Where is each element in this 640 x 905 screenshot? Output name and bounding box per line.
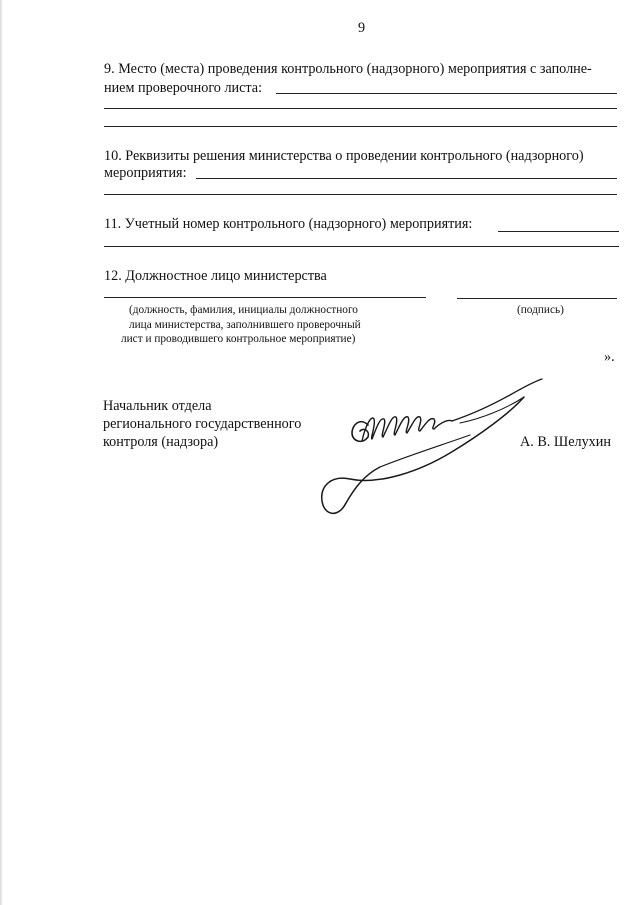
item-10-fill-line bbox=[104, 194, 617, 195]
official-caption-line3: лист и проводившего контрольное мероприятие) bbox=[121, 333, 356, 345]
item-11-fill-line bbox=[498, 231, 619, 232]
item-10-text-line1: 10. Реквизиты решения министерства о проведении контрольного (надзорного) bbox=[104, 148, 584, 164]
item-9-text-line2: нием проверочного листа: bbox=[104, 80, 263, 96]
official-caption-line2: лица министерства, заполнившего проверочный bbox=[129, 319, 361, 331]
official-caption-line1: (должность, фамилия, инициалы должностного bbox=[129, 304, 358, 316]
signature-fill-line bbox=[457, 298, 617, 299]
closing-quote: ». bbox=[604, 349, 615, 365]
item-10-text-line2: мероприятия: bbox=[104, 165, 187, 181]
page-number: 9 bbox=[358, 20, 366, 36]
item-9-fill-line bbox=[276, 93, 617, 94]
item-9-fill-line bbox=[104, 108, 617, 109]
item-10-fill-line bbox=[196, 178, 617, 179]
signatory-title-line1: Начальник отдела bbox=[103, 398, 212, 414]
item-9-text-line1: 9. Место (места) проведения контрольного (надзорного) мероприятия с заполне- bbox=[104, 61, 592, 77]
handwritten-signature bbox=[310, 375, 550, 525]
signature-caption: (подпись) bbox=[517, 304, 564, 316]
signatory-title-line2: регионального государственного bbox=[103, 416, 302, 432]
signatory-name: А. В. Шелухин bbox=[520, 434, 611, 450]
item-9-fill-line bbox=[104, 126, 617, 127]
item-11-fill-line bbox=[104, 246, 619, 247]
item-12-text-line1: 12. Должностное лицо министерства bbox=[104, 268, 327, 284]
signatory-title-line3: контроля (надзора) bbox=[103, 434, 219, 450]
official-fill-line bbox=[104, 297, 426, 298]
item-11-text-line1: 11. Учетный номер контрольного (надзорного) мероприятия: bbox=[104, 216, 473, 232]
scan-edge bbox=[0, 0, 3, 905]
